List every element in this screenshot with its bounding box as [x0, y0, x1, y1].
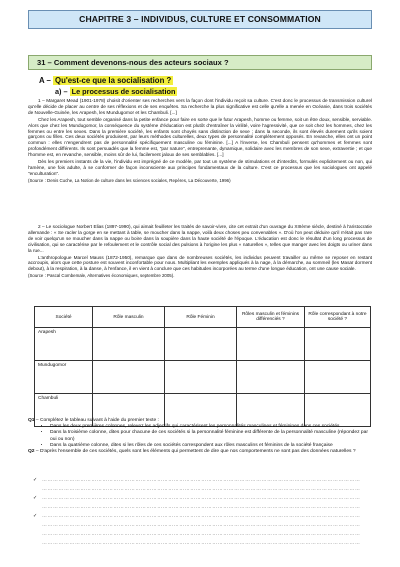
row-label: Arapesh — [35, 328, 93, 361]
table-header-row — [35, 307, 371, 328]
subsection-a-heading — [39, 76, 173, 85]
paragraph: 1 – Margaret Mead (1901-1978) choisit d'orienter ses recherches vers la façon dont l'individu reçoit sa culture. C'est donc le processus de transmission culturel qu'elle décide de placer au centre de ses réflexions et de ses enquêtes. Sa recherche la plus significative est celle qu'elle a menée en Océanie, dans trois sociétés de Nouvelle-Guinée, les Arapesh, les Mundugomor et les Chambuli. [...] — [28, 98, 372, 115]
answer-line: ………………………………………………………………………………………………………………………………………………………… — [42, 487, 361, 492]
answer-line: ✓ ………………………………………………………………………………………………………………………………………………………… — [28, 512, 372, 521]
answer-cell[interactable] — [305, 328, 371, 361]
subsection-b-heading — [55, 87, 177, 96]
check-icon: ✓ — [32, 496, 38, 501]
subsection-b-title: Le processus de socialisation — [71, 87, 176, 96]
question-text: – D'après l'ensemble de ces sociétés, quels sont les éléments qui permettent de dire que nos comportements ne sont pas des données naturelles ? — [35, 449, 356, 455]
answer-cell[interactable] — [237, 328, 305, 361]
text-1 — [28, 98, 372, 184]
paragraph: Chez les Arapesh, tout semble organisé dans la petite enfance pour faire en sorte que le futur Arapesh, homme ou femme, soit un être doux, sensible, serviable. Alors que chez les Mundugomor, la conséquence du système d'éducation est plutôt d'entraîner la virilité, voire l'agressivité, que ce soit chez les hommes, chez les femmes ou entre les sexes. Dans la première société, les enfants sont choyés sans distinction de sexe ; dans la seconde, ils sont élevés durement qu'ils soient garçons ou filles. Ces deux sociétés produisent, par leurs méthodes culturelles, deux types de personnalité complètement opposés. En revanche, elles ont un point commun : elles n'engendrent pas de personnalité spécifiquement masculine ou féminine. [...] A l'inverse, les Chambuli pensent qu'hommes et femmes sont profondément différents. Ils sont persuadés que la femme est, "par nature", entreprenante, dynamique, solidaire avec les membres de son sexe, extravertie ; et que l'homme est, en revanche, sensible, moins sûr de lui, facilement jaloux de ses semblables. [...] — [28, 116, 372, 158]
question-1-bullets — [28, 424, 372, 449]
table-header: Rôle Féminin — [165, 307, 237, 328]
paragraph: Dès les premiers instants de la vie, l'individu est imprégné de ce modèle, par tout un système de stimulations et d'interdits, formulés explicitement ou non, qui l'amène, une fois adulte, à se conformer de façon inconsciente aux principes fondamentaux de la culture. C'est ce processus que les sociologues ont appelé "enculturation". — [28, 159, 372, 176]
check-icon: ✓ — [32, 478, 38, 483]
check-icon: ✓ — [32, 514, 38, 519]
subsection-a-letter: A – — [39, 76, 51, 85]
answer-cell[interactable] — [93, 328, 165, 361]
answer-line: ………………………………………………………………………………………………………………………………………………………… — [42, 532, 361, 537]
chapter-title: CHAPITRE 3 – INDIVIDUS, CULTURE ET CONSOMMATION — [28, 10, 372, 29]
questions — [28, 418, 372, 455]
answer-cell[interactable] — [93, 361, 165, 394]
answer-cell[interactable] — [237, 361, 305, 394]
section-title: 31 – Comment devenons-nous des acteurs sociaux ? — [28, 55, 372, 70]
answer-line: ✓ ………………………………………………………………………………………………………………………………………………………… — [28, 494, 372, 503]
analysis-table — [34, 306, 371, 427]
table-header: Rôles masculin et féminins différenciés ? — [237, 307, 305, 328]
source-citation: (Source : Denis Cuche, La Notion de culture dans les sciences sociales, Repères, La Découverte, 1996) — [28, 177, 231, 183]
answer-cell[interactable] — [165, 361, 237, 394]
list-item: • Dans la quatrième colonne, dites si les rôles de ces sociétés correspondent aux rôles masculins et féminins de la société française — [50, 443, 372, 449]
answer-cell[interactable] — [165, 328, 237, 361]
table-row — [35, 328, 371, 361]
row-label: Chambuli — [35, 394, 93, 427]
question-label: Q1 — [28, 418, 35, 423]
question-2 — [28, 449, 372, 455]
table-row — [35, 361, 371, 394]
row-label: Mundugomor — [35, 361, 93, 394]
question-label: Q2 — [28, 449, 35, 455]
answer-line: ………………………………………………………………………………………………………………………………………………………… — [42, 541, 361, 546]
table-header: Rôle correspondant à notre société ? — [305, 307, 371, 328]
paragraph: 2 – Le sociologue Norbert Elias (1897-1990), qui aimait feuilleter les traités de savoir-vivre, cite cet extrait d'un ouvrage du XIIIème siècle, destiné à l'aristocratie allemande : « Se racler la gorge en se mettant à table, se moucher dans la nappe, voilà deux choses peu convenables ». D'où l'on peut déduire qu'il n'était pas rare de voir quelqu'un se moucher dans la nappe ou boire dans la soupière dans la haute société de l'époque. L'éducation est donc le résultat d'un long processus de civilisation, qui se caractérise par le refoulement et le contrôle social des pulsions à l'origine les plus « naturelles », telles que manger avec les doigts ou uriner dans la rue... — [28, 224, 372, 253]
text-2 — [28, 224, 372, 279]
answer-lines[interactable] — [28, 476, 372, 548]
answer-line: ✓ ………………………………………………………………………………………………………………………………………………………… — [28, 476, 372, 485]
list-item: • Dans la troisième colonne, dites pour chacune de ces sociétés si la personnalité féminine est différente de la personnalité masculine (répondez par oui ou non) — [50, 430, 372, 442]
table-header: Rôle masculin — [93, 307, 165, 328]
paragraph: L'anthropologue Marcel Mauss (1872-1950), remarque que dans de nombreuses sociétés, les individus peuvent travailler ou même se reposer en restant accroupis, alors que cette posture est souvent inconfortable pour nous. Multipliant les exemples appliqués à la nage, à la démarche, au sommeil (les Masaï dorment debout), à la respiration, à la danse, à l'enfance, il en vient à conclure que ces habitudes incorporées au terme d'une longue éducation, ont une cause sociale. — [28, 254, 372, 272]
subsection-a-title: Qu'est-ce que la socialisation ? — [55, 76, 172, 85]
question-text: – Complétez le tableau suivant à l'aide du premier texte : — [35, 418, 159, 423]
answer-cell[interactable] — [305, 361, 371, 394]
answer-line: ………………………………………………………………………………………………………………………………………………………… — [42, 523, 361, 528]
list-item: • Dans les deux premières colonnes, relevez les adjectifs qui caractérisent les personnalités masculines et féminines dans ces sociétés — [50, 424, 372, 430]
subsection-b-letter: a) – — [55, 87, 68, 96]
table-header: Société — [35, 307, 93, 328]
answer-line: ………………………………………………………………………………………………………………………………………………………… — [42, 505, 361, 510]
source-citation: (Source : Pascal Combemale, Alternatives économiques, septembre 2005). — [28, 273, 175, 279]
